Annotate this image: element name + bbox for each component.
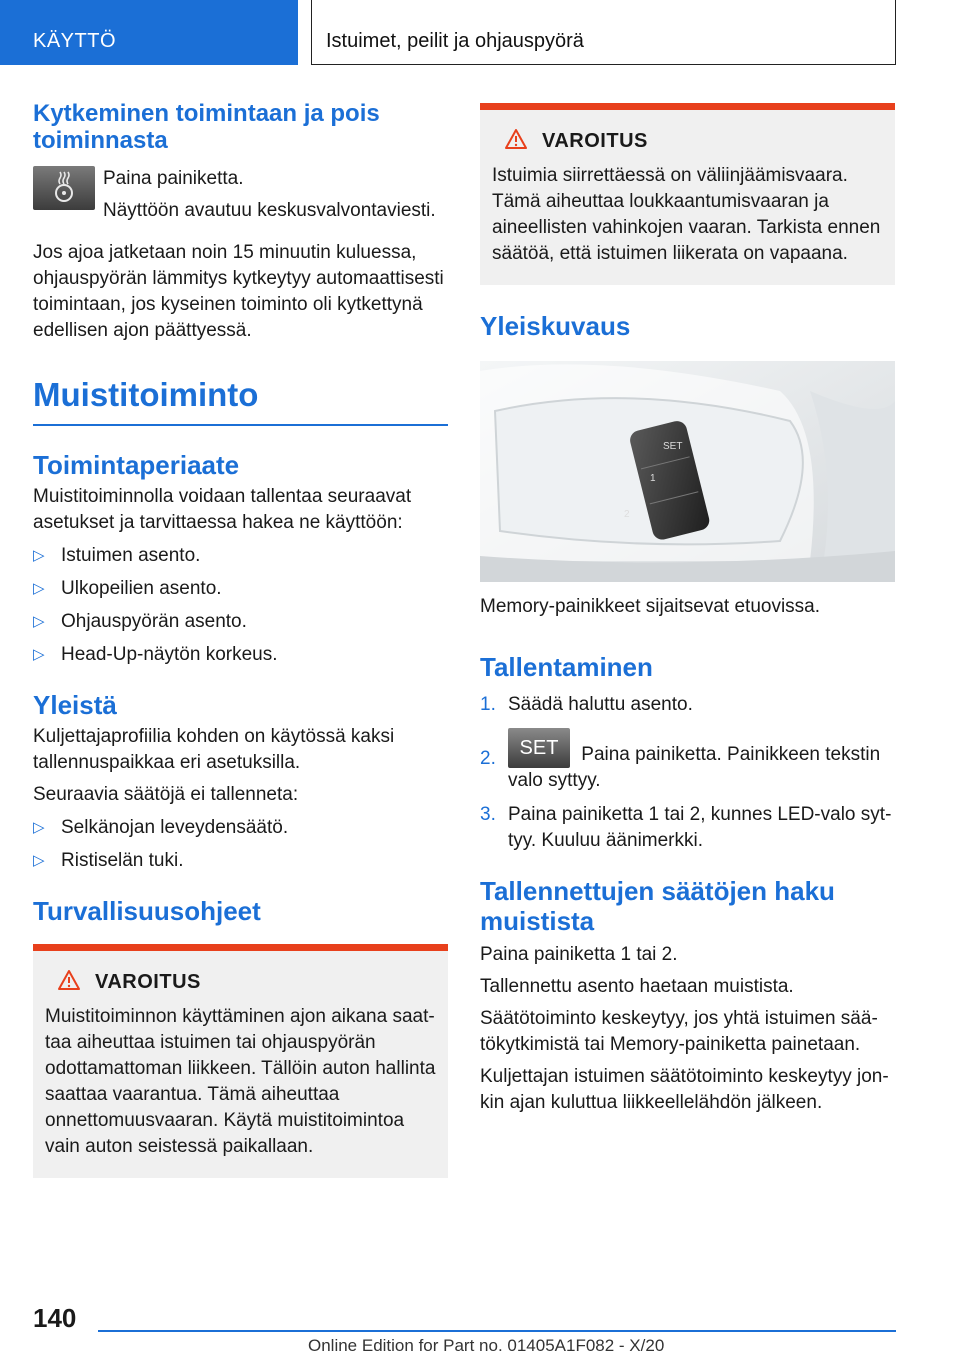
warning-triangle-icon	[504, 128, 528, 150]
list-item: ▷ Head-Up-näytön korkeus.	[33, 643, 278, 665]
header-section-label: KÄYTTÖ	[33, 30, 117, 52]
recall-paragraph-3: Säätötoiminto keskeytyy, jos yhtä istuimen säätökytkimistä tai Memory-painiketta painetaan.	[480, 1008, 878, 1055]
warning-title: VAROITUS	[542, 130, 648, 152]
heading-memory: Muistitoiminto	[33, 376, 259, 413]
heading-store: Tallentaminen	[480, 652, 653, 682]
set-button-icon: SET	[508, 728, 570, 768]
heading-switch: Kytkeminen toimintaan ja pois toiminnasta	[33, 100, 380, 154]
steering-heating-button-icon	[33, 166, 95, 210]
warning-title: VAROITUS	[95, 970, 201, 993]
image-button-2-label: 2	[624, 509, 630, 520]
general-paragraph: Kuljettajaprofiilia kohden on käytössä kaksi tallennuspaikkaa eri asetuksilla.	[33, 725, 395, 773]
principle-paragraph: Muistitoiminnolla voidaan tallentaa seuraavat asetukset ja tarvittaessa hakea ne käyttöön:	[33, 485, 412, 533]
warning-text: Muistitoiminnon käyttäminen ajon aikana saattaa aiheuttaa istuimen tai ohjauspyörän odottamattoman liikkeen. Tällöin auton hallinta saattaa vaarantua. Tämä aiheuttaa onnettomuusvaaran. Käytä muistitoimintoa vain auton seistessä paikallaan.	[45, 1005, 436, 1157]
heading-general: Yleistä	[33, 689, 117, 720]
recall-paragraph-2: Tallennettu asento haetaan muistista.	[480, 976, 794, 997]
heading-overview: Yleiskuvaus	[480, 311, 631, 341]
heading-recall: Tallennettujen säätöjen haku muistista	[480, 876, 835, 936]
recall-paragraph-4: Kuljettajan istuimen säätötoiminto keskeytyy jonkin ajan kuluttua liikkeellelähdön jälkeen.	[480, 1066, 889, 1113]
door-memory-buttons-image	[480, 361, 895, 582]
header-chapter-label: Istuimet, peilit ja ohjauspyörä	[326, 30, 584, 52]
warning-text: Istuimia siirrettäessä on väliinjäämisvaara. Tämä aiheuttaa loukkaantumisvaaran ja aineellisten vahinkojen vaaran. Tarkista ennen säätöä, että istuimen liikerata on vapaana.	[492, 165, 881, 264]
list-item: ▷ Ristiselän tuki.	[33, 849, 184, 871]
header-section-tab	[0, 0, 298, 65]
list-item: ▷ Ulkopeilien asento.	[33, 577, 222, 599]
footer-edition: Online Edition for Part no. 01405A1F082 - X/20	[308, 1336, 665, 1355]
list-item: ▷ Selkänojan leveydensäätö.	[33, 816, 289, 838]
list-item: 1. Säädä haluttu asento.	[480, 694, 693, 715]
list-item: ▷ Ohjauspyörän asento.	[33, 610, 247, 632]
principle-list	[33, 543, 448, 668]
header-chapter-tab	[311, 0, 896, 65]
right-column	[480, 103, 895, 1116]
switch-step-1: Paina painiketta.	[103, 168, 244, 189]
store-steps	[480, 692, 895, 854]
left-column	[33, 100, 448, 1178]
heading-safety: Turvallisuusohjeet	[33, 895, 261, 926]
general-list	[33, 815, 448, 874]
image-button-1-label: 1	[650, 473, 656, 484]
image-caption: Memory-painikkeet sijaitsevat etuovissa.	[480, 596, 821, 617]
warning-box	[480, 103, 895, 285]
heading-principle: Toimintaperiaate	[33, 449, 240, 480]
switch-paragraph: Jos ajoa jatketaan noin 15 minuutin kuluessa, ohjauspyörän lämmitys kytkeytyy automaattisesti toimintaan, jos kyseinen toiminto oli kytkettynä edellisen ajon päättyessä.	[33, 242, 444, 341]
warning-box	[33, 944, 448, 1178]
warning-triangle-icon	[57, 969, 81, 991]
recall-paragraph-1: Paina painiketta 1 tai 2.	[480, 944, 678, 965]
switch-step-2: Näyttöön avautuu keskusvalvontaviesti.	[103, 200, 436, 221]
list-item: 2. SET Paina painiketta. Painikkeen tekstin valo syttyy.	[480, 728, 895, 794]
image-set-label: SET	[663, 441, 683, 452]
list-item: ▷ Istuimen asento.	[33, 544, 201, 566]
list-item: 3. Paina painiketta 1 tai 2, kunnes LED-valo syttyy. Kuuluu äänimerkki.	[480, 804, 892, 851]
heading-rule	[33, 424, 448, 426]
switch-step	[33, 166, 448, 224]
general-paragraph-2: Seuraavia säätöjä ei tallenneta:	[33, 783, 299, 805]
page-number: 140	[33, 1303, 77, 1333]
footer-rule	[98, 1330, 896, 1332]
